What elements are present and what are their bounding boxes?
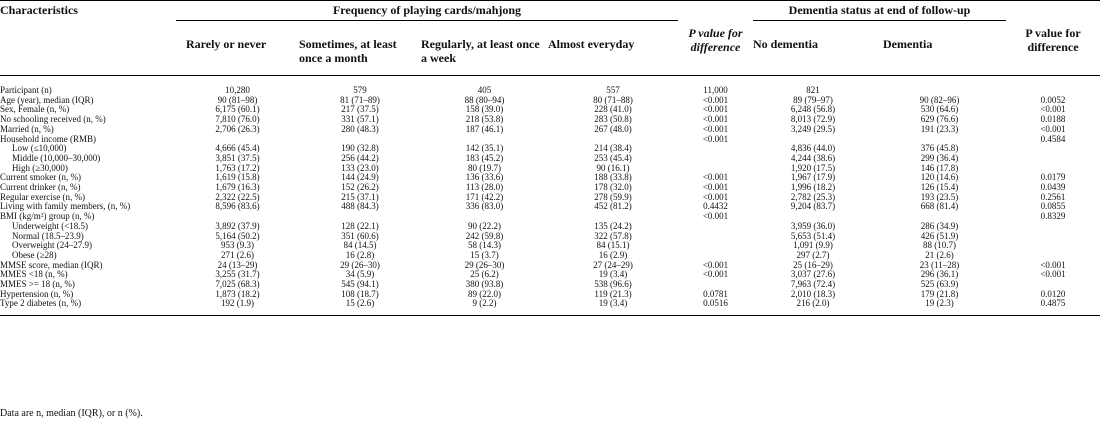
table-cell: 80 (19.7) xyxy=(468,162,501,173)
row-label: MMES <18 (n, %) xyxy=(0,269,68,280)
table-cell: 376 (45.8) xyxy=(920,143,959,154)
table-cell: 113 (28.0) xyxy=(465,182,504,193)
table-cell: 1,967 (17.9) xyxy=(790,172,836,183)
table-cell: 525 (63.9) xyxy=(920,279,959,290)
table-cell: 0.0516 xyxy=(703,298,728,309)
table-cell: 953 (9.3) xyxy=(221,240,254,251)
table-cell: 0.0439 xyxy=(1040,182,1066,193)
table-cell: 84 (15.1) xyxy=(596,240,630,251)
table-cell: 215 (37.1) xyxy=(341,191,379,202)
table-cell: <0.001 xyxy=(1040,269,1066,280)
table-cell: 90 (22.2) xyxy=(468,220,501,231)
table-cell: 331 (57.1) xyxy=(341,114,379,125)
table-cell: 2,706 (26.3) xyxy=(215,123,260,134)
row-label: Current drinker (n, %) xyxy=(0,182,81,193)
table-cell: 128 (22.1) xyxy=(341,220,379,231)
table-cell: 7,963 (72.4) xyxy=(790,279,836,290)
row-label: Middle (10,000–30,000) xyxy=(12,152,101,163)
table-cell: 0.0855 xyxy=(1040,201,1066,212)
table-cell: 27 (24–29) xyxy=(593,259,633,270)
table-cell: 3,892 (37.9) xyxy=(215,220,260,231)
table-cell: 7,025 (68.3) xyxy=(215,279,260,290)
table-cell: 214 (38.4) xyxy=(594,143,632,154)
table-cell: <0.001 xyxy=(702,94,729,105)
table-cell: 192 (1.9) xyxy=(221,298,254,309)
table-cell: 218 (53.8) xyxy=(465,114,504,125)
table-cell: 10,280 xyxy=(225,85,250,95)
row-label: Current smoker (n, %) xyxy=(0,172,81,183)
table-row xyxy=(0,202,1100,212)
table-cell xyxy=(1006,222,1100,232)
header-col-no-dementia: No dementia xyxy=(753,37,818,51)
table-cell: 16 (2.9) xyxy=(598,249,628,260)
table-cell: <0.001 xyxy=(702,269,729,280)
header-col-dementia: Dementia xyxy=(883,37,933,51)
table-cell: 88 (80–94) xyxy=(464,94,505,105)
table-cell: 4,836 (44.0) xyxy=(790,143,836,154)
table-cell: <0.001 xyxy=(1040,259,1066,270)
table-cell: 1,873 (18.2) xyxy=(215,288,260,299)
table-cell: 1,920 (17.5) xyxy=(790,162,836,173)
table-cell: 242 (59.8) xyxy=(465,230,504,241)
row-label: Married (n, %) xyxy=(0,123,54,134)
table-cell: <0.001 xyxy=(702,133,729,144)
table-cell: 545 (94.1) xyxy=(341,279,379,290)
header-col-regularly: Regularly, at least once a week xyxy=(421,37,540,65)
table-cell: 89 (79–97) xyxy=(793,94,833,105)
row-label: Low (≤10,000) xyxy=(12,143,67,154)
table-cell: 271 (2.6) xyxy=(221,249,254,260)
table-footnote: Data are n, median (IQR), or n (%). xyxy=(0,408,143,419)
table-cell: 1,996 (18.2) xyxy=(790,182,836,193)
table-cell: 452 (81.2) xyxy=(594,201,632,212)
table-cell: 133 (23.0) xyxy=(341,162,379,173)
table-cell: 144 (24.9) xyxy=(341,172,379,183)
table-cell: 2,782 (25.3) xyxy=(790,191,836,202)
table-cell: 322 (57.8) xyxy=(594,230,632,241)
table-cell: 1,763 (17.2) xyxy=(215,162,260,173)
table-cell xyxy=(1006,154,1100,164)
row-label: Age (year), median (IQR) xyxy=(0,94,94,105)
table-cell: 9,204 (83.7) xyxy=(790,201,836,212)
table-cell: 90 (81–98) xyxy=(217,94,258,105)
table-cell: <0.001 xyxy=(702,114,729,125)
table-cell: 15 (3.7) xyxy=(470,249,499,260)
table-cell: 88 (10.7) xyxy=(923,240,956,251)
table-cell: 0.0052 xyxy=(1040,94,1066,105)
table-cell: 0.0120 xyxy=(1040,288,1066,299)
table-cell: 0.0179 xyxy=(1040,172,1066,183)
table-cell: <0.001 xyxy=(1040,104,1066,115)
table-cell: 336 (83.0) xyxy=(465,201,504,212)
table-cell: 29 (26–30) xyxy=(340,259,380,270)
table-cell: 188 (33.8) xyxy=(594,172,632,183)
table-cell: 821 xyxy=(806,85,820,95)
table-cell: <0.001 xyxy=(702,259,729,270)
table-cell: 256 (44.2) xyxy=(341,152,379,163)
header-group-cards: Frequency of playing cards/mahjong xyxy=(176,1,678,22)
table-cell: 183 (45.2) xyxy=(465,152,504,163)
table-cell: 278 (59.9) xyxy=(594,191,632,202)
row-label: Type 2 diabetes (n, %) xyxy=(0,298,82,309)
table-cell: 179 (21.8) xyxy=(920,288,959,299)
table-cell: <0.001 xyxy=(702,172,729,183)
row-label: Obese (≥28) xyxy=(12,249,57,260)
table-cell: 191 (23.3) xyxy=(920,123,959,134)
table-row xyxy=(0,125,1100,135)
row-label: Living with family members, (n, %) xyxy=(0,201,131,212)
table-cell: <0.001 xyxy=(702,123,729,134)
header-col-sometimes: Sometimes, at least once a month xyxy=(299,37,397,65)
table-cell: <0.001 xyxy=(702,182,729,193)
table-cell: 8,013 (72.9) xyxy=(790,114,836,125)
table-cell: 146 (17.8) xyxy=(920,162,959,173)
table-cell: 216 (2.0) xyxy=(796,298,830,309)
table-cell: 29 (26–30) xyxy=(464,259,505,270)
table-cell: 58 (14.3) xyxy=(468,240,501,251)
table-cell: 286 (34.9) xyxy=(920,220,959,231)
table-cell: 136 (33.6) xyxy=(465,172,504,183)
table-cell: 217 (37.5) xyxy=(341,104,379,115)
table-cell: 89 (22.0) xyxy=(468,288,501,299)
row-label: Underweight (<18.5) xyxy=(12,220,89,231)
table-cell: 84 (14.5) xyxy=(343,240,377,251)
row-label: Sex, Female (n, %) xyxy=(0,104,70,115)
table-cell: 0.2561 xyxy=(1040,191,1066,202)
table-cell: 351 (60.6) xyxy=(341,230,379,241)
table-cell: 135 (24.2) xyxy=(594,220,632,231)
table-cell: 668 (81.4) xyxy=(920,201,959,212)
table-cell: 6,175 (60.1) xyxy=(215,104,260,115)
table-cell: 228 (41.0) xyxy=(594,104,632,115)
row-label: Regular exercise (n, %) xyxy=(0,191,85,202)
table-cell: 0.4432 xyxy=(703,201,728,212)
table-cell: 1,619 (15.8) xyxy=(215,172,260,183)
table-cell: 23 (11–28) xyxy=(919,259,960,270)
header-group-dementia: Dementia status at end of follow-up xyxy=(753,1,1006,22)
table-cell: 0.8329 xyxy=(1040,211,1066,222)
table-cell: <0.001 xyxy=(702,191,729,202)
table-cell: 6,248 (56.8) xyxy=(790,104,836,115)
table-cell: 2,322 (22.5) xyxy=(215,191,260,202)
row-label: Hypertension (n, %) xyxy=(0,288,74,299)
table-cell: 488 (84.3) xyxy=(341,201,379,212)
header-col-everyday: Almost everyday xyxy=(548,37,635,51)
row-label: MMSE score, median (IQR) xyxy=(0,259,103,270)
table-cell: 16 (2.8) xyxy=(345,249,375,260)
header-col-rarely: Rarely or never xyxy=(186,37,267,51)
table-cell: 21 (2.6) xyxy=(925,249,954,260)
table-cell: 280 (48.3) xyxy=(341,123,379,134)
table-cell: 90 (82–96) xyxy=(919,94,960,105)
table-cell: 80 (71–88) xyxy=(593,94,633,105)
row-label: No schooling received (n, %) xyxy=(0,114,106,125)
table-cell: 15 (2.6) xyxy=(345,298,375,309)
header-p-value-2: P value for difference xyxy=(1025,26,1081,54)
table-cell: 297 (2.7) xyxy=(796,249,830,260)
table-cell: 152 (26.2) xyxy=(341,182,379,193)
table-cell: 538 (96.6) xyxy=(594,279,632,290)
table-cell xyxy=(678,154,753,164)
table-cell: 0.0781 xyxy=(703,288,728,299)
table-cell: 19 (3.4) xyxy=(598,298,628,309)
table-cell: 5,164 (50.2) xyxy=(215,230,260,241)
table-cell: 4,666 (45.4) xyxy=(215,143,260,154)
table-row xyxy=(0,299,1100,309)
table-cell: 0.4584 xyxy=(1040,133,1066,144)
table-cell: 299 (36.4) xyxy=(920,152,959,163)
table-cell: 25 (6.2) xyxy=(470,269,499,280)
table-cell: 178 (32.0) xyxy=(594,182,632,193)
table-cell: 283 (50.8) xyxy=(594,114,632,125)
table-cell: <0.001 xyxy=(1040,123,1066,134)
table-cell: <0.001 xyxy=(702,211,729,222)
table-cell: 8,596 (83.6) xyxy=(215,201,260,212)
table-cell: 426 (51.9) xyxy=(920,230,959,241)
table-cell: <0.001 xyxy=(702,104,729,115)
table-cell: 90 (16.1) xyxy=(596,162,630,173)
table-cell: 108 (18.7) xyxy=(341,288,379,299)
table-cell: 579 xyxy=(353,85,367,95)
table-cell xyxy=(1006,232,1100,242)
table-cell: 296 (36.1) xyxy=(920,269,959,280)
table-cell: 0.0188 xyxy=(1040,114,1066,125)
table-cell: 193 (23.5) xyxy=(920,191,959,202)
table-cell: 3,255 (31.7) xyxy=(215,269,260,280)
table-cell xyxy=(678,241,753,251)
table-cell xyxy=(1006,241,1100,251)
table-cell: 142 (35.1) xyxy=(465,143,504,154)
table-cell: 2,010 (18.3) xyxy=(790,288,836,299)
table-cell: 171 (42.2) xyxy=(465,191,504,202)
table-cell: 1,091 (9.9) xyxy=(793,240,833,251)
table-cell: 81 (71–89) xyxy=(340,94,380,105)
row-label: Participant (n) xyxy=(0,85,52,95)
table-cell: 190 (32.8) xyxy=(341,143,379,154)
table-cell: 126 (15.4) xyxy=(920,182,959,193)
table-cell: 187 (46.1) xyxy=(465,123,504,134)
table-cell: 24 (13–29) xyxy=(217,259,258,270)
table-cell xyxy=(1006,144,1100,154)
table-cell xyxy=(678,222,753,232)
table-cell: 253 (45.4) xyxy=(594,152,632,163)
table-cell: 7,810 (76.0) xyxy=(215,114,260,125)
table-cell: 5,653 (51.4) xyxy=(790,230,836,241)
table-cell: 119 (21.3) xyxy=(594,288,632,299)
table-body xyxy=(0,76,1100,316)
table-cell: 557 xyxy=(606,85,620,95)
table-cell: 120 (14.6) xyxy=(920,172,959,183)
row-label: MMES >= 18 (n, %) xyxy=(0,279,75,290)
table-cell xyxy=(678,144,753,154)
table-cell: 4,244 (38.6) xyxy=(790,152,836,163)
table-cell: 267 (48.0) xyxy=(594,123,632,134)
table-cell: 1,679 (16.3) xyxy=(215,182,260,193)
row-label: High (≥30,000) xyxy=(12,162,68,173)
table-cell: 3,851 (37.5) xyxy=(215,152,260,163)
row-label: Normal (18.5–23.9) xyxy=(12,230,84,241)
table-cell: 3,249 (29.5) xyxy=(790,123,836,134)
row-label: Overweight (24–27.9) xyxy=(12,240,92,251)
table-cell: 3,037 (27.6) xyxy=(790,269,836,280)
table-cell: 158 (39.0) xyxy=(465,104,504,115)
table-cell: 19 (3.4) xyxy=(598,269,628,280)
table-cell: 0.4875 xyxy=(1040,298,1066,309)
table-cell: 3,959 (36.0) xyxy=(790,220,836,231)
table-cell: 380 (93.8) xyxy=(465,279,504,290)
table-cell: 25 (16–29) xyxy=(793,259,833,270)
table-cell: 9 (2.2) xyxy=(472,298,497,309)
table-cell: 34 (5.9) xyxy=(345,269,375,280)
header-p-value: P value for difference xyxy=(688,26,743,54)
table-cell xyxy=(678,232,753,242)
table-cell: 11,000 xyxy=(703,85,728,95)
row-label: Household income (RMB) xyxy=(0,133,96,144)
table-cell: 19 (2.3) xyxy=(925,298,954,309)
table-cell: 405 xyxy=(477,85,492,95)
table-cell: 530 (64.6) xyxy=(920,104,959,115)
row-label: BMI (kg/m²) group (n, %) xyxy=(0,211,95,222)
header-characteristics: Characteristics xyxy=(0,3,78,17)
table-cell: 629 (76.6) xyxy=(920,114,959,125)
